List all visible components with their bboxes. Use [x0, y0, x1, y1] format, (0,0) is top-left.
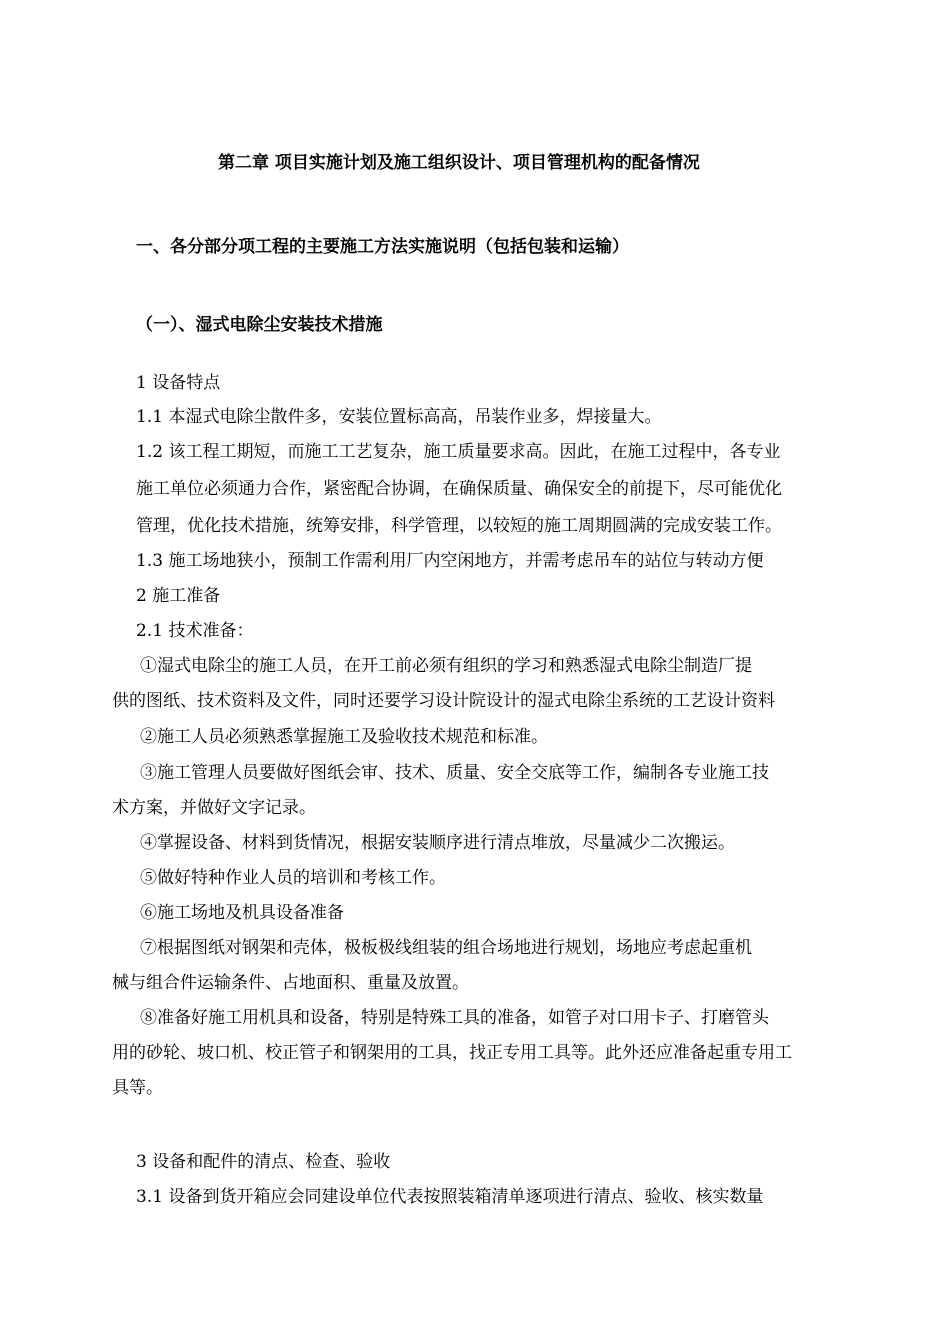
- body-line: 3.1 设备到货开箱应会同建设单位代表按照装箱清单逐项进行清点、验收、核实数量: [136, 1187, 764, 1207]
- body-line: 械与组合件运输条件、占地面积、重量及放置。: [112, 973, 469, 993]
- body-line: ⑤做好特种作业人员的培训和考核工作。: [140, 868, 446, 888]
- body-line: 具等。: [112, 1078, 163, 1098]
- body-line: 2 施工准备: [136, 586, 221, 606]
- body-line: 施工单位必须通力合作，紧密配合协调，在确保质量、确保安全的前提下，尽可能优化: [136, 479, 782, 499]
- body-line: ⑥施工场地及机具设备准备: [140, 903, 344, 923]
- body-line: ⑧准备好施工用机具和设备，特别是特殊工具的准备，如管子对口用卡子、打磨管头: [140, 1008, 769, 1028]
- chapter-title: 第二章 项目实施计划及施工组织设计、项目管理机构的配备情况: [218, 153, 700, 173]
- body-line: 管理，优化技术措施，统筹安排，科学管理，以较短的施工周期圆满的完成安装工作。: [136, 516, 782, 536]
- body-line: 3 设备和配件的清点、检查、验收: [136, 1152, 391, 1172]
- body-line: 术方案，并做好文字记录。: [112, 798, 316, 818]
- body-line: 2.1 技术准备：: [136, 621, 254, 641]
- body-line: 1 设备特点: [136, 373, 221, 393]
- body-line: 用的砂轮、坡口机、校正管子和钢架用的工具，找正专用工具等。此外还应准备起重专用工: [112, 1043, 792, 1063]
- body-line: ②施工人员必须熟悉掌握施工及验收技术规范和标准。: [140, 727, 548, 747]
- body-line: 1.1 本湿式电除尘散件多，安装位置标高高，吊装作业多，焊接量大。: [136, 407, 662, 427]
- body-line: ①湿式电除尘的施工人员，在开工前必须有组织的学习和熟悉湿式电除尘制造厂提: [140, 656, 752, 676]
- section-title: 一、各分部分项工程的主要施工方法实施说明（包括包装和运输）: [136, 237, 629, 257]
- body-line: 1.2 该工程工期短，而施工工艺复杂，施工质量要求高。因此，在施工过程中，各专业: [136, 442, 781, 462]
- body-line: ④掌握设备、材料到货情况，根据安装顺序进行清点堆放，尽量减少二次搬运。: [140, 833, 735, 853]
- body-line: ⑦根据图纸对钢架和壳体，极板极线组装的组合场地进行规划，场地应考虑起重机: [140, 938, 752, 958]
- body-line: 供的图纸、技术资料及文件，同时还要学习设计院设计的湿式电除尘系统的工艺设计资料: [112, 691, 775, 711]
- body-line: ③施工管理人员要做好图纸会审、技术、质量、安全交底等工作，编制各专业施工技: [140, 763, 769, 783]
- subsection-title: （一）、湿式电除尘安装技术措施: [136, 315, 383, 335]
- body-line: 1.3 施工场地狭小，预制工作需利用厂内空闲地方，并需考虑吊车的站位与转动方便: [136, 551, 764, 571]
